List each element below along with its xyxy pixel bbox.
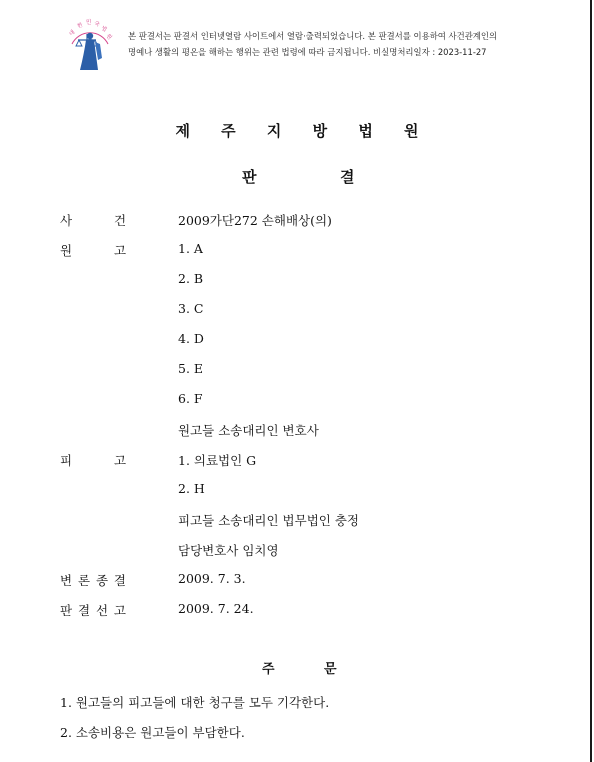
defendant-item: 2. H xyxy=(178,481,205,496)
plaintiff-item: 2. B xyxy=(178,271,204,286)
notice-line: 본 판결서는 판결서 인터넷열람 사이트에서 열람·출력되었습니다. 본 판결서를 이용하여 사건관계인의 xyxy=(128,31,498,41)
svg-text:원: 원 xyxy=(104,33,113,42)
heading-char: 주 xyxy=(262,662,275,677)
court-name: 제 주 지 방 법 원 xyxy=(175,122,432,140)
closing-date: 2009. 7. 3. xyxy=(178,571,246,586)
plaintiff-item: 6. F xyxy=(178,391,203,406)
title-char: 판 xyxy=(242,168,257,186)
court-emblem-icon xyxy=(62,14,118,72)
svg-text:민: 민 xyxy=(86,20,92,26)
page-edge xyxy=(590,0,592,762)
defendant-item: 1. 의료법인 G xyxy=(178,453,257,468)
plaintiff-item: 4. D xyxy=(178,331,204,346)
ruling-date: 2009. 7. 24. xyxy=(178,601,254,616)
ruling-label: 판 결 선 고 xyxy=(60,603,126,618)
heading-char: 문 xyxy=(324,662,337,677)
case-number: 2009가단272 손해배상(의) xyxy=(178,213,332,228)
order-item: 2. 소송비용은 원고들이 부담한다. xyxy=(60,725,245,740)
plaintiff-item: 1. A xyxy=(178,241,203,256)
plaintiff-item: 3. C xyxy=(178,301,204,316)
plaintiff-counsel: 원고들 소송대리인 변호사 xyxy=(178,423,319,438)
case-label: 사 건 xyxy=(60,213,127,228)
svg-text:법: 법 xyxy=(100,25,108,34)
plaintiff-label: 원 고 xyxy=(60,243,127,258)
title-char: 결 xyxy=(340,168,355,186)
defendant-attorney: 담당변호사 임치영 xyxy=(178,543,279,558)
svg-text:한: 한 xyxy=(76,22,84,30)
plaintiff-item: 5. E xyxy=(178,361,204,376)
order-item: 1. 원고들의 피고들에 대한 청구를 모두 기각한다. xyxy=(60,695,330,710)
defendant-label: 피 고 xyxy=(60,453,127,468)
order-heading xyxy=(262,658,342,678)
usage-notice xyxy=(128,28,568,60)
closing-label: 변 론 종 결 xyxy=(60,573,126,588)
svg-text:대: 대 xyxy=(68,29,77,38)
document-title xyxy=(242,166,362,186)
defendant-counsel: 피고들 소송대리인 법무법인 충정 xyxy=(178,513,359,528)
notice-line: 명예나 생활의 평온을 해하는 행위는 관련 법령에 따라 금지됩니다. 비실명처리일자 : 2023-11-27 xyxy=(128,47,487,57)
svg-text:국: 국 xyxy=(93,21,101,29)
